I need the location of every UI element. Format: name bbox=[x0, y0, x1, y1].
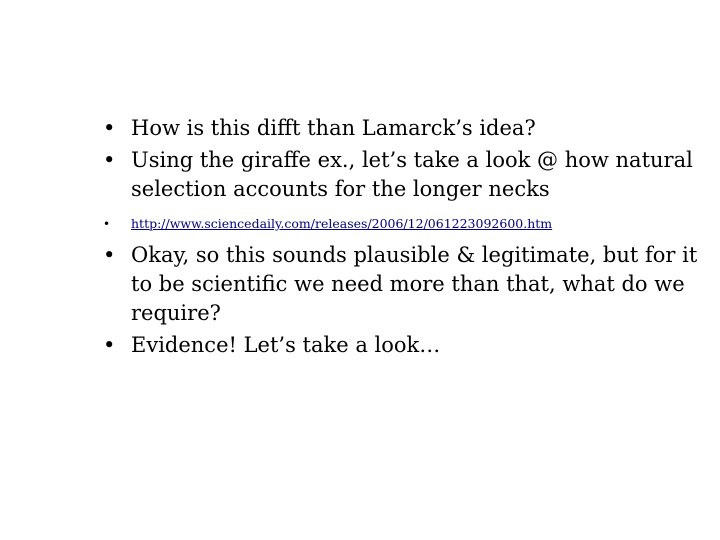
bullet-text: Evidence! Let’s take a look… bbox=[131, 333, 441, 357]
bullet-marker: • bbox=[103, 333, 116, 357]
bullet-marker: • bbox=[103, 217, 111, 231]
bullet-item-giraffe-example bbox=[103, 146, 703, 204]
bullet-list bbox=[103, 114, 703, 363]
bullet-text: Using the giraffe ex., let’s take a look @ how natural selection accounts for the longer necks bbox=[131, 148, 693, 201]
bullet-text: How is this difft than Lamarck’s idea? bbox=[131, 116, 536, 140]
bullet-item-scientific-requirement bbox=[103, 241, 703, 328]
bullet-text: Okay, so this sounds plausible & legitimate, but for it to be scientific we need more than that, what do we require? bbox=[131, 243, 698, 325]
bullet-marker: • bbox=[103, 243, 116, 267]
sciencedaily-link[interactable]: http://www.sciencedaily.com/releases/2006/12/061223092600.htm bbox=[131, 216, 553, 231]
bullet-item-evidence bbox=[103, 331, 703, 360]
bullet-item-link bbox=[103, 215, 703, 233]
bullet-marker: • bbox=[103, 116, 116, 140]
bullet-marker: • bbox=[103, 148, 116, 172]
bullet-item-lamarck-question bbox=[103, 114, 703, 143]
